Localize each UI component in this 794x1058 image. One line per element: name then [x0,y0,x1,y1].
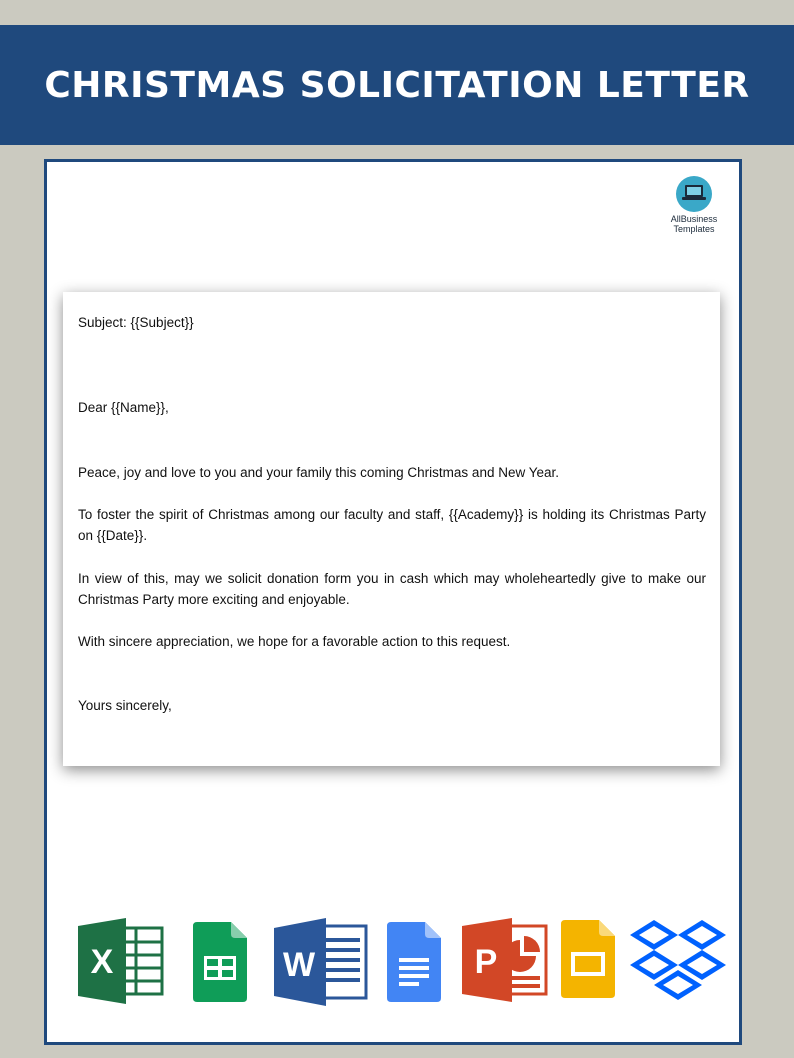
svg-text:X: X [90,943,114,981]
app-icons-row [74,918,734,1010]
greeting: Dear {{Name}}, [78,400,169,415]
google-docs-icon[interactable] [385,918,443,1004]
excel-icon[interactable] [78,918,164,1004]
brand-name: AllBusiness Templates [670,214,718,234]
page-title: CHRISTMAS SOLICITATION LETTER [44,64,750,106]
brand-logo [662,176,726,234]
letter-paragraph: In view of this, may we solicit donation form you in cash which may wholeheartedly give to make our Christmas Party more exciting and enjoyable. [78,571,706,607]
letter-paragraph: Peace, joy and love to you and your family this coming Christmas and New Year. [78,465,560,480]
letter-card [63,292,720,766]
svg-text:W: W [282,946,316,984]
svg-text:P: P [474,943,498,981]
word-icon[interactable] [274,918,368,1006]
google-slides-icon[interactable] [559,918,617,1000]
powerpoint-icon[interactable] [462,918,548,1002]
letter-paragraph: With sincere appreciation, we hope for a favorable action to this request. [78,634,511,649]
subject-line: Subject: {{Subject}} [78,315,194,330]
closing: Yours sincerely, [78,698,172,713]
google-sheets-icon[interactable] [191,918,249,1004]
laptop-icon [676,176,712,212]
letter-paragraph: To foster the spirit of Christmas among our faculty and staff, {{Academy}} is holding its Christmas Party on {{Date}}. [78,507,706,543]
title-banner [0,25,794,145]
dropbox-icon[interactable] [630,918,726,1008]
